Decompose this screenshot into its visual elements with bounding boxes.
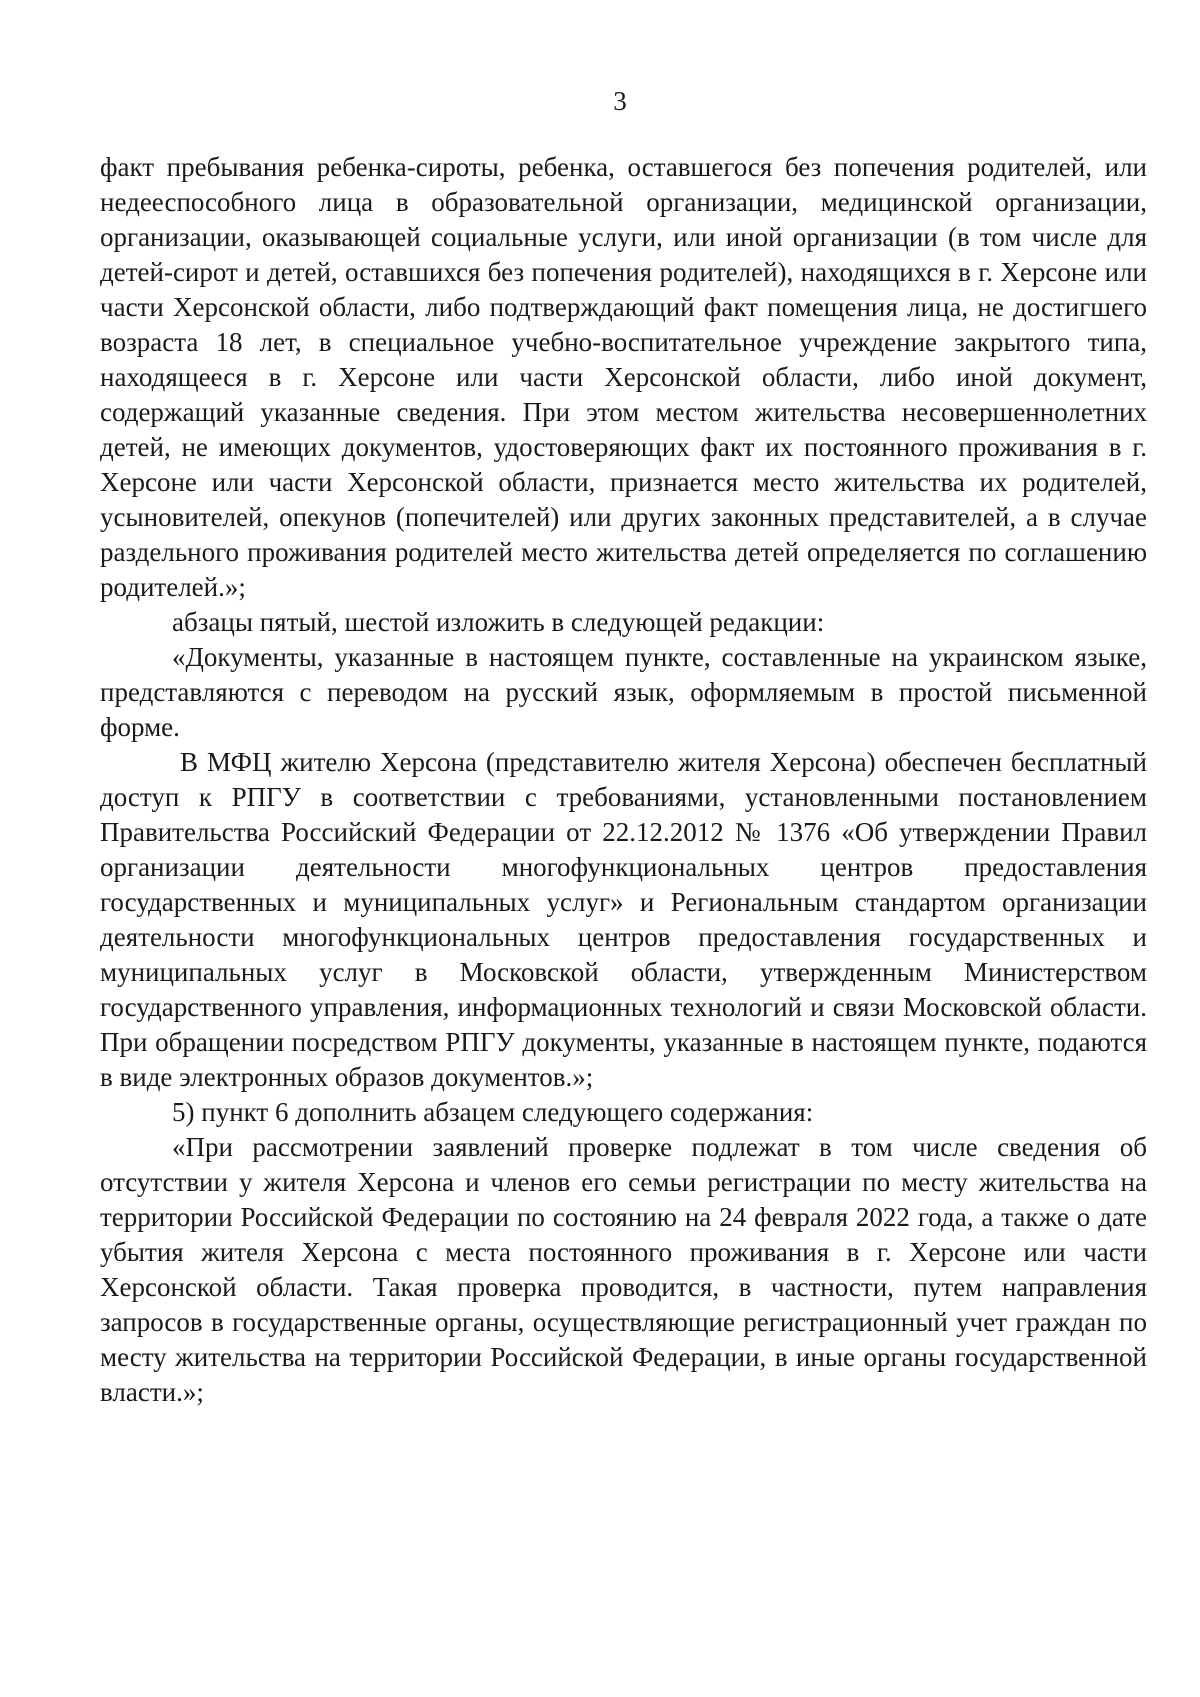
- paragraph-documents-translation: «Документы, указанные в настоящем пункте, составленные на украинском языке, представляются с переводом на русский язык, оформляемым в простой письменной форме.: [100, 642, 1147, 742]
- document-body: [100, 150, 1147, 1410]
- page-number: 3: [613, 86, 627, 116]
- paragraph-item-5: 5) пункт 6 дополнить абзацем следующего содержания:: [172, 1097, 814, 1127]
- paragraph-amendment-intro: абзацы пятый, шестой изложить в следующей редакции:: [172, 607, 825, 637]
- paragraph-mfc-access: В МФЦ жителю Херсона (представителю жителя Херсона) обеспечен бесплатный доступ к РПГУ в соответствии с требованиями, установленными постановлением Правительства Российский Федерации от 22.12.2012 № 1376 «Об утверждении Правил организации деятельности многофункциональных центров предоставления государственных и муниципальных услуг» и Региональным стандартом организации деятельности многофункциональных центров предоставления государственных и муниципальных услуг в Московской области, утвержденным Министерством государственного управления, информационных технологий и связи Московской области. При обращении посредством РПГУ документы, указанные в настоящем пункте, подаются в виде электронных образов документов.»;: [100, 747, 1147, 1092]
- paragraph-verification: «При рассмотрении заявлений проверке подлежат в том числе сведения об отсутствии у жителя Херсона и членов его семьи регистрации по месту жительства на территории Российской Федерации по состоянию на 24 февраля 2022 года, а также о дате убытия жителя Херсона с места постоянного проживания в г. Херсоне или части Херсонской области. Такая проверка проводится, в частности, путем направления запросов в государственные органы, осуществляющие регистрационный учет граждан по месту жительства на территории Российской Федерации, в иные органы государственной власти.»;: [100, 1132, 1147, 1407]
- paragraph-continuation: факт пребывания ребенка-сироты, ребенка, оставшегося без попечения родителей, или недееспособного лица в образовательной организации, медицинской организации, организации, оказывающей социальные услуги, или иной организации (в том числе для детей-сирот и детей, оставшихся без попечения родителей), находящихся в г. Херсоне или части Херсонской области, либо подтверждающий факт помещения лица, не достигшего возраста 18 лет, в специальное учебно-воспитательное учреждение закрытого типа, находящееся в г. Херсоне или части Херсонской области, либо иной документ, содержащий указанные сведения. При этом местом жительства несовершеннолетних детей, не имеющих документов, удостоверяющих факт их постоянного проживания в г. Херсоне или части Херсонской области, признается место жительства их родителей, усыновителей, опекунов (попечителей) или других законных представителей, а в случае раздельного проживания родителей место жительства детей определяется по соглашению родителей.»;: [100, 152, 1147, 602]
